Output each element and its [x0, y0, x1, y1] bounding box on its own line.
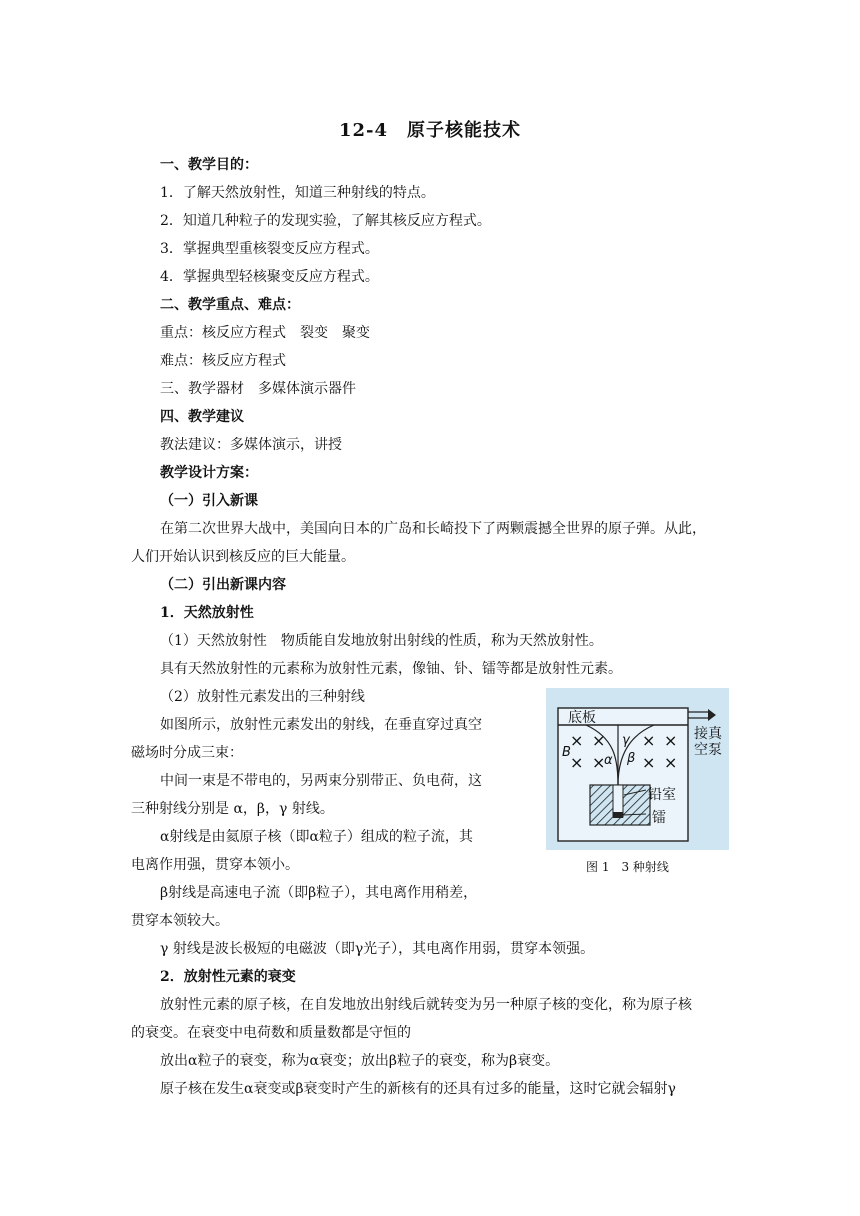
paragraph-line: 中间一束是不带电的，另两束分别带正、负电荷，这 [160, 773, 482, 789]
paragraph-line: （1）天然放射性 物质能自发地放射出射线的性质，称为天然放射性。 [160, 633, 603, 649]
beta-label: β [627, 751, 636, 766]
subsection-heading: （二）引出新课内容 [160, 577, 286, 593]
paragraph-line: （2）放射性元素发出的三种射线 [160, 689, 365, 705]
lead-chamber-label: 铅室 [648, 787, 676, 803]
paragraph-line: 人们开始认识到核反应的巨大能量。 [131, 549, 355, 565]
paragraph-line: 三种射线分别是 α，β，γ 射线。 [131, 801, 334, 817]
paragraph-line: 的衰变。在衰变中电荷数和质量数都是守恒的 [131, 1025, 411, 1041]
design-plan-heading: 教学设计方案： [160, 465, 258, 481]
radium-source [613, 812, 623, 818]
field-b-label: B [562, 745, 571, 760]
field-cross: × [570, 753, 584, 772]
figure-caption: 图 1 3 种射线 [586, 860, 669, 874]
field-cross: × [592, 753, 606, 772]
objective-item: 2．知道几种粒子的发现实验，了解其核反应方程式。 [160, 213, 491, 229]
radiation-diagram-svg [546, 688, 729, 850]
field-cross: × [642, 753, 656, 772]
pump-label: 空泵 [694, 742, 722, 758]
objective-item: 4．掌握典型轻核聚变反应方程式。 [160, 269, 379, 285]
paragraph-line: 贯穿本领较大。 [131, 913, 229, 929]
gamma-label: γ [622, 733, 630, 748]
paragraph-line: 电离作用强，贯穿本领小。 [131, 857, 299, 873]
radium-label: 镭 [652, 810, 666, 826]
paragraph-line: 原子核在发生α衰变或β衰变时产生的新核有的还具有过多的能量，这时它就会辐射γ [160, 1081, 676, 1097]
section-heading-suggestions: 四、教学建议 [160, 409, 244, 425]
page-title: 12-4 原子核能技术 [338, 120, 522, 141]
field-cross: × [664, 731, 678, 750]
section-heading-objectives: 一、教学目的： [160, 157, 258, 173]
paragraph-line: 放出α粒子的衰变，称为α衰变；放出β粒子的衰变，称为β衰变。 [160, 1053, 560, 1069]
section-heading-key-points: 二、教学重点、难点： [160, 297, 300, 313]
paragraph-line: 磁场时分成三束： [131, 745, 243, 761]
section-heading-equipment: 三、教学器材 多媒体演示器件 [160, 381, 356, 397]
arrow-icon [708, 709, 716, 721]
paragraph-line: γ 射线是波长极短的电磁波（即γ光子），其电离作用弱，贯穿本领强。 [160, 941, 595, 957]
paragraph-line: 在第二次世界大战中，美国向日本的广岛和长崎投下了两颗震撼全世界的原子弹。从此， [160, 521, 706, 537]
paragraph-line: α射线是由氦原子核（即α粒子）组成的粒子流，其 [160, 829, 473, 845]
field-cross: × [570, 731, 584, 750]
field-cross: × [592, 731, 606, 750]
paragraph-line: 放射性元素的原子核，在自发地放出射线后就转变为另一种原子核的变化，称为原子核 [160, 997, 692, 1013]
topic-heading: 1．天然放射性 [160, 605, 254, 621]
field-cross: × [642, 731, 656, 750]
paragraph-line: β射线是高速电子流（即β粒子），其电离作用稍差， [160, 885, 478, 901]
paragraph-line: 如图所示，放射性元素发出的射线，在垂直穿过真空 [160, 717, 482, 733]
topic-heading: 2．放射性元素的衰变 [160, 969, 296, 985]
objective-item: 3．掌握典型重核裂变反应方程式。 [160, 241, 379, 257]
paragraph-line: 具有天然放射性的元素称为放射性元素，像铀、钋、镭等都是放射性元素。 [160, 661, 622, 677]
method-line: 教法建议：多媒体演示，讲授 [160, 437, 342, 453]
plate-label: 底板 [568, 710, 596, 726]
difficulty-line: 难点：核反应方程式 [160, 353, 286, 369]
field-cross: × [664, 753, 678, 772]
key-point-line: 重点：核反应方程式 裂变 聚变 [160, 325, 370, 341]
subsection-heading: （一）引入新课 [160, 493, 258, 509]
objective-item: 1．了解天然放射性，知道三种射线的特点。 [160, 185, 435, 201]
alpha-label: α [604, 753, 613, 768]
radiation-diagram [546, 688, 729, 850]
pump-label: 接真 [694, 726, 722, 742]
